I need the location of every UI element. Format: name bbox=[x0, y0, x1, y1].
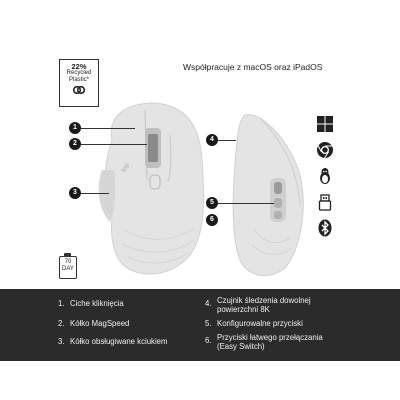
battery-icon bbox=[59, 256, 77, 279]
battery-unit: DAY bbox=[62, 266, 74, 272]
callout-1: 1 bbox=[69, 122, 81, 134]
callout-2: 2 bbox=[69, 138, 81, 150]
callout-5: 5 bbox=[206, 197, 218, 209]
recycled-label: Recycled bbox=[66, 70, 92, 76]
linux-icon bbox=[316, 167, 334, 185]
bluetooth-icon bbox=[316, 219, 334, 237]
legend-num-6: 6. bbox=[205, 336, 212, 345]
legend-text-5: Konfigurowalne przyciski bbox=[217, 319, 303, 328]
callout-6: 6 bbox=[206, 214, 218, 226]
callout-line-4 bbox=[218, 140, 236, 141]
callout-line-3 bbox=[81, 193, 109, 194]
plastic-label: Plastic* bbox=[68, 77, 89, 83]
legend-text-1: Ciche kliknięcia bbox=[70, 299, 124, 308]
legend-num-3: 3. bbox=[58, 337, 65, 346]
features-legend bbox=[0, 289, 400, 361]
battery-days: 70 bbox=[64, 259, 72, 265]
legend-text-2: Kółko MagSpeed bbox=[70, 319, 130, 328]
callout-line-1 bbox=[81, 128, 135, 129]
usb-icon bbox=[316, 193, 334, 211]
mouse-bottom-view bbox=[233, 114, 303, 275]
legend-text-6a: Przyciski łatwego przełączania bbox=[217, 333, 323, 342]
windows-icon bbox=[316, 115, 334, 133]
recycled-percent: 22% bbox=[71, 62, 87, 71]
legend-text-3: Kółko obsługiwane kciukiem bbox=[70, 337, 168, 346]
compatibility-text: Współpracuje z macOS oraz iPadOS bbox=[183, 62, 323, 72]
legend-num-1: 1. bbox=[58, 299, 65, 308]
legend-num-2: 2. bbox=[58, 319, 65, 328]
legend-text-4a: Czujnik śledzenia dowolnej bbox=[217, 296, 311, 305]
chrome-icon bbox=[316, 141, 334, 159]
callout-line-2 bbox=[81, 144, 147, 145]
mouse-logo: logi bbox=[120, 162, 131, 174]
os-icon-column bbox=[316, 115, 338, 245]
legend-text-6b: (Easy Switch) bbox=[217, 342, 265, 351]
legend-text-4b: powierzchni 8K bbox=[217, 305, 270, 314]
callout-line-5 bbox=[218, 203, 274, 204]
legend-num-4: 4. bbox=[205, 299, 212, 308]
callout-4: 4 bbox=[206, 134, 218, 146]
callout-3: 3 bbox=[69, 187, 81, 199]
legend-num-5: 5. bbox=[205, 319, 212, 328]
